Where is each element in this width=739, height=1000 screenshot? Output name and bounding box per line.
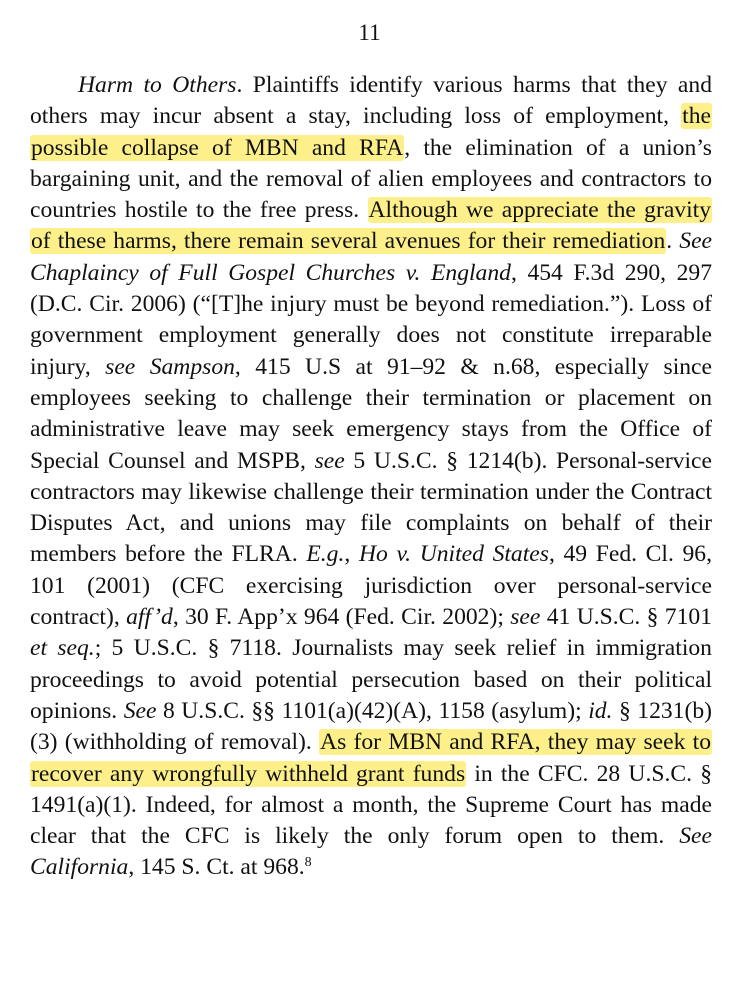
citation-signal: id. xyxy=(588,697,613,724)
citation-signal: See xyxy=(123,697,157,724)
page-number: 11 xyxy=(358,20,381,45)
text-run: § 1231(b)(3) (withholding of removal). xyxy=(30,697,712,756)
text-run: , 49 Fed. Cl. 96, 101 (2001) (CFC exercising jurisdiction over personal-service contract), xyxy=(30,541,713,631)
case-citation: Ho v. United States xyxy=(358,541,549,568)
section-heading: Harm to Others xyxy=(78,72,237,98)
text-run: , 454 F.3d 290, 297 (D.C. Cir. 2006) (“[T]he injury must be beyond remediation.”). Loss of government employment generally does not constitute irreparable injury, xyxy=(30,259,712,380)
text-run: in the CFC. 28 U.S.C. § 1491(a)(1). Indeed, for almost a month, the Supreme Court has made clear that the CFC is likely the only forum open to them. xyxy=(30,760,712,850)
case-citation: see Sampson xyxy=(105,353,235,380)
citation-signal: see xyxy=(314,447,345,474)
text-run: , 30 F. App’x 964 (Fed. Cir. 2002); xyxy=(172,604,511,631)
text-run: 8 U.S.C. §§ 1101(a)(42)(A), 1158 (asylum); xyxy=(156,697,589,724)
highlighted-text: the possible collapse of MBN and RFA xyxy=(31,103,711,161)
text-run: ; 5 U.S.C. § 7118. Journalists may seek relief in immigration proceedings to avoid potential persecution based on their political opinions. xyxy=(30,635,712,724)
text-run: , xyxy=(344,541,359,568)
text-run: . xyxy=(666,228,680,255)
text-run: , the elimination of a union’s bargaining unit, and the removal of alien employees and contractors to countries hostile to the free press. xyxy=(30,134,712,224)
text-run: , 415 U.S at 91–92 & n.68, especially since employees seeking to challenge their termination or placement on administrative leave may seek emergency stays from the Office of Special Counsel and MSPB, xyxy=(30,353,713,474)
body-paragraph xyxy=(30,70,712,884)
text-run: 41 U.S.C. § 7101 xyxy=(540,604,712,631)
highlighted-text: Although we appreciate the gravity of these harms, there remain several avenues for their remediation xyxy=(31,197,711,255)
case-citation: See Chaplaincy of Full Gospel Churches v. England xyxy=(30,228,713,286)
citation-signal: see xyxy=(510,604,541,631)
case-citation: See California xyxy=(30,823,712,881)
text-run: 5 U.S.C. § 1214(b). Personal-service contractors may likewise challenge their termination under the Contract Disputes Act, and unions may file complaints on behalf of their members before the FLRA. xyxy=(30,447,712,568)
citation-signal: E.g. xyxy=(306,541,345,568)
citation-signal: et seq. xyxy=(30,635,95,662)
citation-signal: aff’d xyxy=(126,604,173,631)
highlighted-text: As for MBN and RFA, they may seek to recover any wrongfully withheld grant funds xyxy=(31,729,711,787)
text-run: . Plaintiffs identify various harms that they and others may incur absent a stay, including loss of employment, xyxy=(30,72,712,130)
text-run: , 145 S. Ct. at 968. xyxy=(128,854,305,881)
footnote-marker[interactable]: 8 xyxy=(304,855,312,871)
